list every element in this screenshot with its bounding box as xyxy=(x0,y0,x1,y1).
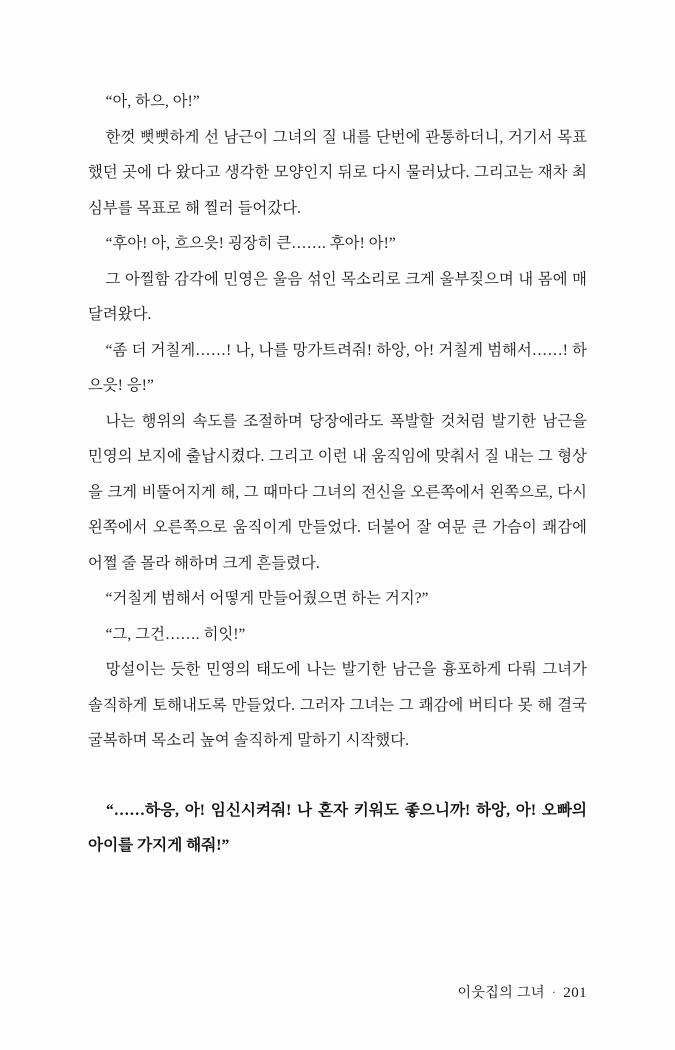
page-body-text xyxy=(88,84,587,759)
running-title: 이웃집의 그녀 xyxy=(457,986,545,1001)
emphasis-paragraph: “……하응, 아! 임신시켜줘! 나 혼자 키워도 좋으니까! 하앙, 아! 오빠의 아이를 가지게 해줘!” xyxy=(88,801,587,854)
paragraph-dialogue: “아, 하으, 아!” xyxy=(105,93,200,110)
page-number: 201 xyxy=(563,985,587,1001)
paragraph-narration: 한껏 뻣뻣하게 선 남근이 그녀의 질 내를 단번에 관통하더니, 거기서 목표했던 곳에 다 왔다고 생각한 모양인지 뒤로 다시 물러났다. 그리고는 재차 최심부를 목표로 해 찔러 들어갔다. xyxy=(88,128,587,217)
paragraph-dialogue: “후아! 아, 흐으읏! 굉장히 큰……. 후아! 아!” xyxy=(105,235,396,252)
paragraph-narration: 그 아찔함 감각에 민영은 울음 섞인 목소리로 크게 울부짖으며 내 몸에 매달려왔다. xyxy=(88,270,587,323)
paragraph-dialogue: “거칠게 범해서 어떻게 만들어줬으면 하는 거지?” xyxy=(105,590,429,607)
footer-separator: · xyxy=(551,985,557,999)
paragraph-narration: 망설이는 듯한 민영의 태도에 나는 발기한 남근을 흉포하게 다뤄 그녀가 솔직하게 토해내도록 만들었다. 그러자 그녀는 그 쾌감에 버티다 못 해 결국 굴복하며 목소리 높여 솔직하게 말하기 시작했다. xyxy=(88,661,587,749)
paragraph-dialogue: “좀 더 거칠게……! 나, 나를 망가트려줘! 하앙, 아! 거칠게 범해서……! 하으읏! 응!” xyxy=(88,341,587,394)
paragraph-dialogue: “그, 그건……. 히잇!” xyxy=(105,625,246,643)
page-footer xyxy=(88,982,587,1002)
paragraph-narration: 나는 행위의 속도를 조절하며 당장에라도 폭발할 것처럼 발기한 남근을 민영의 보지에 출납시켰다. 그리고 이런 내 움직임에 맞춰서 질 내는 그 형상을 크게 비뚤어지게 해, 그 때마다 그녀의 전신을 오른쪽에서 왼쪽으로, 다시 왼쪽에서 오른쪽으로 움직이게 만들었다. 더불어 잘 여문 큰 가슴이 쾌감에 어쩔 줄 몰라 해하며 크게 흔들렸다. xyxy=(88,412,587,572)
